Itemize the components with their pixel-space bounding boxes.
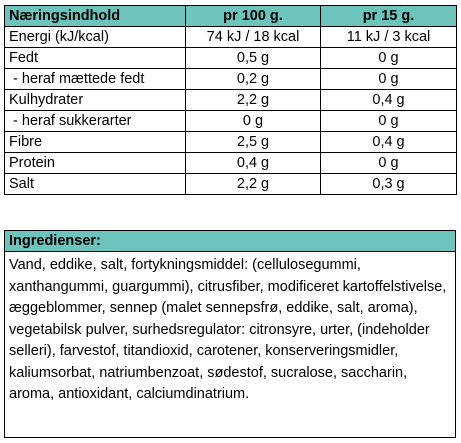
nutrient-label: - heraf mættede fedt [5,69,186,90]
value-per-15g: 0 g [321,48,457,69]
table-row [5,48,457,69]
table-row [5,111,457,132]
table-row [5,153,457,174]
table-row [5,132,457,153]
value-per-15g: 0,4 g [321,132,457,153]
table-row [5,27,457,48]
table-row [5,69,457,90]
nutrient-label: Fibre [5,132,186,153]
nutrient-label: Energi (kJ/kcal) [5,27,186,48]
value-per-100g: 0,2 g [186,69,321,90]
value-per-15g: 0 g [321,153,457,174]
value-per-100g: 0,4 g [186,153,321,174]
value-per-100g: 0,5 g [186,48,321,69]
value-per-15g: 0,3 g [321,174,457,195]
table-row [5,90,457,111]
value-per-15g: 0 g [321,69,457,90]
nutrition-header-per-15g: pr 15 g. [321,6,457,27]
nutrition-table [4,5,457,195]
value-per-100g: 2,5 g [186,132,321,153]
value-per-15g: 0,4 g [321,90,457,111]
ingredients-title: Ingredienser: [5,231,455,252]
value-per-100g: 0 g [186,111,321,132]
value-per-15g: 11 kJ / 3 kcal [321,27,457,48]
table-row [5,174,457,195]
value-per-15g: 0 g [321,111,457,132]
nutrition-header-label: Næringsindhold [5,6,186,27]
ingredients-text: Vand, eddike, salt, fortykningsmiddel: (cellulosegummi, xanthangummi, guargummi), citrusfiber, modificeret kartoffelstivelse, æggeblommer, sennep (malet sennepsfrø, eddike, salt, aroma), vegetabilsk pulver, surhedsregulator: citronsyre, urter, (indeholder selleri), farvestof, titandioxid, carotener, konserveringsmidler, kaliumsorbat, natriumbenzoat, sødestof, sucralose, saccharin, aroma, antioxidant, calciumdinatrium. [9,257,447,402]
value-per-100g: 74 kJ / 18 kcal [186,27,321,48]
nutrient-label: - heraf sukkerarter [5,111,186,132]
nutrition-header-per-100g: pr 100 g. [186,6,321,27]
value-per-100g: 2,2 g [186,90,321,111]
nutrient-label: Salt [5,174,186,195]
ingredients-box [4,230,456,438]
nutrition-header-row [5,6,457,27]
nutrient-label: Kulhydrater [5,90,186,111]
nutrient-label: Protein [5,153,186,174]
value-per-100g: 2,2 g [186,174,321,195]
nutrient-label: Fedt [5,48,186,69]
